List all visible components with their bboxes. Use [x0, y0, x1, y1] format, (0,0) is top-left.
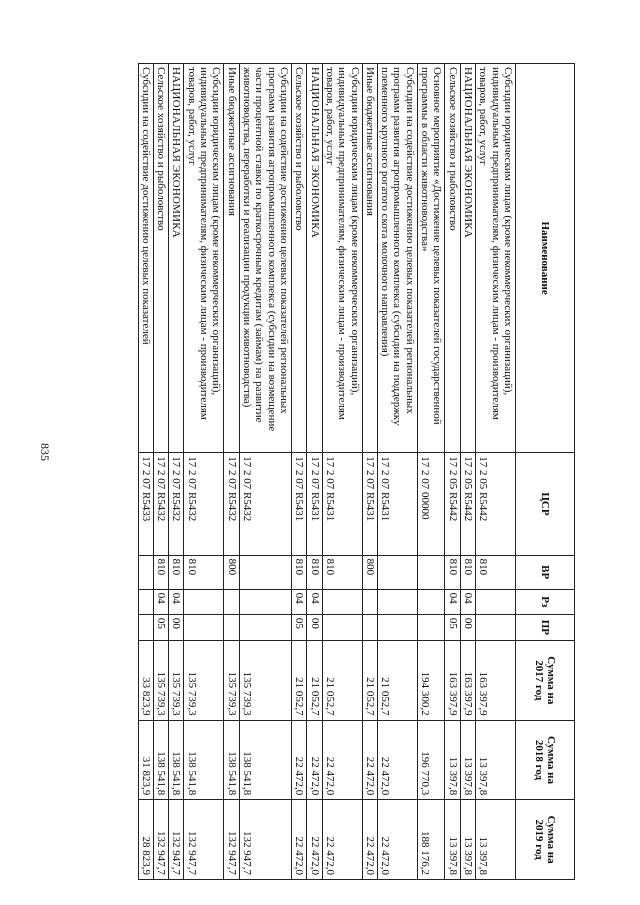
cell-name: Субсидии на содействие достижению целевых показателей — [138, 64, 153, 453]
cell-rz — [476, 589, 516, 614]
cell-sum-2018: 22 472,0 — [307, 720, 322, 800]
table-row — [138, 64, 153, 880]
cell-csr: 17 2 07 R5433 — [138, 453, 153, 555]
cell-pr: 00 — [169, 614, 184, 640]
cell-csr: 17 2 07 00000 — [417, 453, 445, 555]
table-row — [476, 64, 516, 880]
cell-name: Субсидии юридическим лицам (кроме некоммерческих организаций), индивидуальным предпринимателям, физическим лицам - производителям товаров, работ, услуг — [476, 64, 516, 453]
cell-rz: 04 — [292, 589, 307, 614]
cell-sum-2017: 163 397,9 — [476, 640, 516, 720]
cell-sum-2018: 31 823,9 — [138, 720, 153, 800]
cell-sum-2017: 21 052,7 — [322, 640, 362, 720]
cell-sum-2019: 13 397,8 — [460, 800, 475, 880]
cell-sum-2017: 21 052,7 — [307, 640, 322, 720]
cell-sum-2018: 13 397,8 — [460, 720, 475, 800]
cell-sum-2017: 33 823,9 — [138, 640, 153, 720]
cell-rz — [362, 589, 377, 614]
cell-name: НАЦИОНАЛЬНАЯ ЭКОНОМИКА — [169, 64, 184, 453]
cell-sum-2019: 13 397,8 — [476, 800, 516, 880]
table-row — [445, 64, 460, 880]
cell-csr: 17 2 07 R5431 — [292, 453, 307, 555]
table-row — [322, 64, 362, 880]
cell-vr — [239, 555, 291, 589]
cell-name: Сельское хозяйство и рыболовство — [292, 64, 307, 453]
table-row — [169, 64, 184, 880]
cell-sum-2017: 194 300,2 — [417, 640, 445, 720]
cell-rz: 04 — [153, 589, 168, 614]
cell-pr: 05 — [292, 614, 307, 640]
header-pr: ПР — [516, 614, 575, 640]
cell-sum-2017: 135 739,3 — [169, 640, 184, 720]
cell-sum-2017: 163 397,9 — [460, 640, 475, 720]
cell-sum-2018: 22 472,0 — [292, 720, 307, 800]
cell-sum-2019: 132 947,7 — [224, 800, 239, 880]
header-csr: ЦСР — [516, 453, 575, 555]
cell-sum-2018: 22 472,0 — [322, 720, 362, 800]
cell-sum-2018: 13 397,8 — [476, 720, 516, 800]
table-row — [184, 64, 224, 880]
cell-vr: 810 — [153, 555, 168, 589]
cell-vr: 810 — [292, 555, 307, 589]
cell-pr — [239, 614, 291, 640]
table-row — [362, 64, 377, 880]
cell-rz: 04 — [445, 589, 460, 614]
cell-csr: 17 2 05 R5442 — [460, 453, 475, 555]
cell-sum-2017: 135 739,3 — [153, 640, 168, 720]
cell-vr: 810 — [460, 555, 475, 589]
cell-sum-2019: 132 947,7 — [184, 800, 224, 880]
cell-rz — [239, 589, 291, 614]
cell-csr: 17 2 07 R5432 — [153, 453, 168, 555]
cell-name: НАЦИОНАЛЬНАЯ ЭКОНОМИКА — [460, 64, 475, 453]
cell-pr — [417, 614, 445, 640]
cell-sum-2019: 132 947,7 — [239, 800, 291, 880]
cell-sum-2017: 135 739,3 — [239, 640, 291, 720]
cell-name: Сельское хозяйство и рыболовство — [445, 64, 460, 453]
cell-sum-2019: 22 472,0 — [292, 800, 307, 880]
cell-csr: 17 2 07 R5432 — [239, 453, 291, 555]
cell-sum-2017: 135 739,3 — [184, 640, 224, 720]
cell-vr — [138, 555, 153, 589]
cell-sum-2019: 132 947,7 — [169, 800, 184, 880]
cell-name: Иные бюджетные ассигнования — [362, 64, 377, 453]
budget-table — [138, 63, 575, 880]
cell-csr: 17 2 07 R5431 — [322, 453, 362, 555]
cell-csr: 17 2 07 R5432 — [169, 453, 184, 555]
cell-pr — [476, 614, 516, 640]
cell-rz — [322, 589, 362, 614]
header-sum-2017: Сумма на 2017 год — [516, 640, 575, 720]
cell-rz — [138, 589, 153, 614]
cell-sum-2017: 21 052,7 — [362, 640, 377, 720]
cell-sum-2018: 138 541,8 — [169, 720, 184, 800]
cell-vr: 810 — [476, 555, 516, 589]
table-row — [239, 64, 291, 880]
cell-sum-2018: 22 472,0 — [377, 720, 417, 800]
cell-rz — [417, 589, 445, 614]
cell-name: Сельское хозяйство и рыболовство — [153, 64, 168, 453]
cell-csr: 17 2 07 R5431 — [377, 453, 417, 555]
cell-name: Основное мероприятие «Достижение целевых показателей государственной программы в области животноводства» — [417, 64, 445, 453]
table-row — [460, 64, 475, 880]
cell-sum-2018: 138 541,8 — [224, 720, 239, 800]
cell-sum-2018: 138 541,8 — [239, 720, 291, 800]
header-vr: ВР — [516, 555, 575, 589]
cell-vr: 810 — [307, 555, 322, 589]
cell-sum-2017: 21 052,7 — [292, 640, 307, 720]
table-body — [138, 64, 515, 880]
cell-sum-2018: 13 397,8 — [445, 720, 460, 800]
cell-rz — [377, 589, 417, 614]
cell-vr: 800 — [362, 555, 377, 589]
header-sum-2019: Сумма на 2019 год — [516, 800, 575, 880]
cell-pr — [224, 614, 239, 640]
cell-sum-2019: 22 472,0 — [362, 800, 377, 880]
cell-sum-2018: 138 541,8 — [153, 720, 168, 800]
cell-pr — [184, 614, 224, 640]
cell-rz: 04 — [307, 589, 322, 614]
header-sum-2018: Сумма на 2018 год — [516, 720, 575, 800]
cell-sum-2018: 196 770,3 — [417, 720, 445, 800]
cell-rz — [224, 589, 239, 614]
cell-vr: 810 — [445, 555, 460, 589]
cell-rz — [184, 589, 224, 614]
table-row — [377, 64, 417, 880]
cell-rz: 04 — [169, 589, 184, 614]
cell-sum-2017: 135 739,3 — [224, 640, 239, 720]
cell-csr: 17 2 05 R5442 — [476, 453, 516, 555]
cell-vr — [377, 555, 417, 589]
table-row — [292, 64, 307, 880]
cell-sum-2019: 188 176,2 — [417, 800, 445, 880]
page-number: 835 — [38, 443, 52, 461]
table-row — [153, 64, 168, 880]
cell-sum-2019: 28 823,9 — [138, 800, 153, 880]
cell-name: Субсидии на содействие достижению целевых показателей региональных программ развития агропромышленного комплекса (субсидии на возмещение части процентной ставки по краткосрочным кредитам (займам) на развитие животноводства, переработки и реализации продукции животноводства) — [239, 64, 291, 453]
cell-sum-2017: 163 397,9 — [445, 640, 460, 720]
table-row — [224, 64, 239, 880]
cell-sum-2018: 22 472,0 — [362, 720, 377, 800]
cell-pr — [377, 614, 417, 640]
cell-sum-2019: 132 947,7 — [153, 800, 168, 880]
cell-name: Субсидии на содействие достижению целевых показателей региональных программ развития агропромышленного комплекса (субсидии на поддержку племенного крупного рогатого скота молочного направления) — [377, 64, 417, 453]
rotated-table-container — [88, 63, 575, 880]
cell-name: НАЦИОНАЛЬНАЯ ЭКОНОМИКА — [307, 64, 322, 453]
cell-csr: 17 2 07 R5432 — [224, 453, 239, 555]
cell-sum-2019: 22 472,0 — [307, 800, 322, 880]
cell-vr: 800 — [224, 555, 239, 589]
cell-pr — [362, 614, 377, 640]
cell-sum-2018: 138 541,8 — [184, 720, 224, 800]
cell-sum-2017: 21 052,7 — [377, 640, 417, 720]
cell-name: Иные бюджетные ассигнования — [224, 64, 239, 453]
cell-name: Субсидии юридическим лицам (кроме некоммерческих организаций), индивидуальным предпринимателям, физическим лицам - производителям товаров, работ, услуг — [322, 64, 362, 453]
cell-vr — [417, 555, 445, 589]
cell-csr: 17 2 07 R5431 — [362, 453, 377, 555]
table-row — [417, 64, 445, 880]
cell-vr: 810 — [184, 555, 224, 589]
cell-csr: 17 2 05 R5442 — [445, 453, 460, 555]
cell-pr: 05 — [153, 614, 168, 640]
cell-csr: 17 2 07 R5431 — [307, 453, 322, 555]
table-header — [516, 64, 575, 880]
header-rz: Рз — [516, 589, 575, 614]
cell-sum-2019: 22 472,0 — [322, 800, 362, 880]
cell-pr: 05 — [445, 614, 460, 640]
cell-rz: 04 — [460, 589, 475, 614]
cell-vr: 810 — [322, 555, 362, 589]
cell-name: Субсидии юридическим лицам (кроме некоммерческих организаций), индивидуальным предпринимателям, физическим лицам - производителям товаров, работ, услуг — [184, 64, 224, 453]
cell-pr: 00 — [460, 614, 475, 640]
cell-pr — [322, 614, 362, 640]
table-row — [307, 64, 322, 880]
cell-vr: 810 — [169, 555, 184, 589]
cell-csr: 17 2 07 R5432 — [184, 453, 224, 555]
cell-pr — [138, 614, 153, 640]
cell-sum-2019: 13 397,8 — [445, 800, 460, 880]
header-name: Наименование — [516, 64, 575, 453]
cell-sum-2019: 22 472,0 — [377, 800, 417, 880]
cell-pr: 00 — [307, 614, 322, 640]
